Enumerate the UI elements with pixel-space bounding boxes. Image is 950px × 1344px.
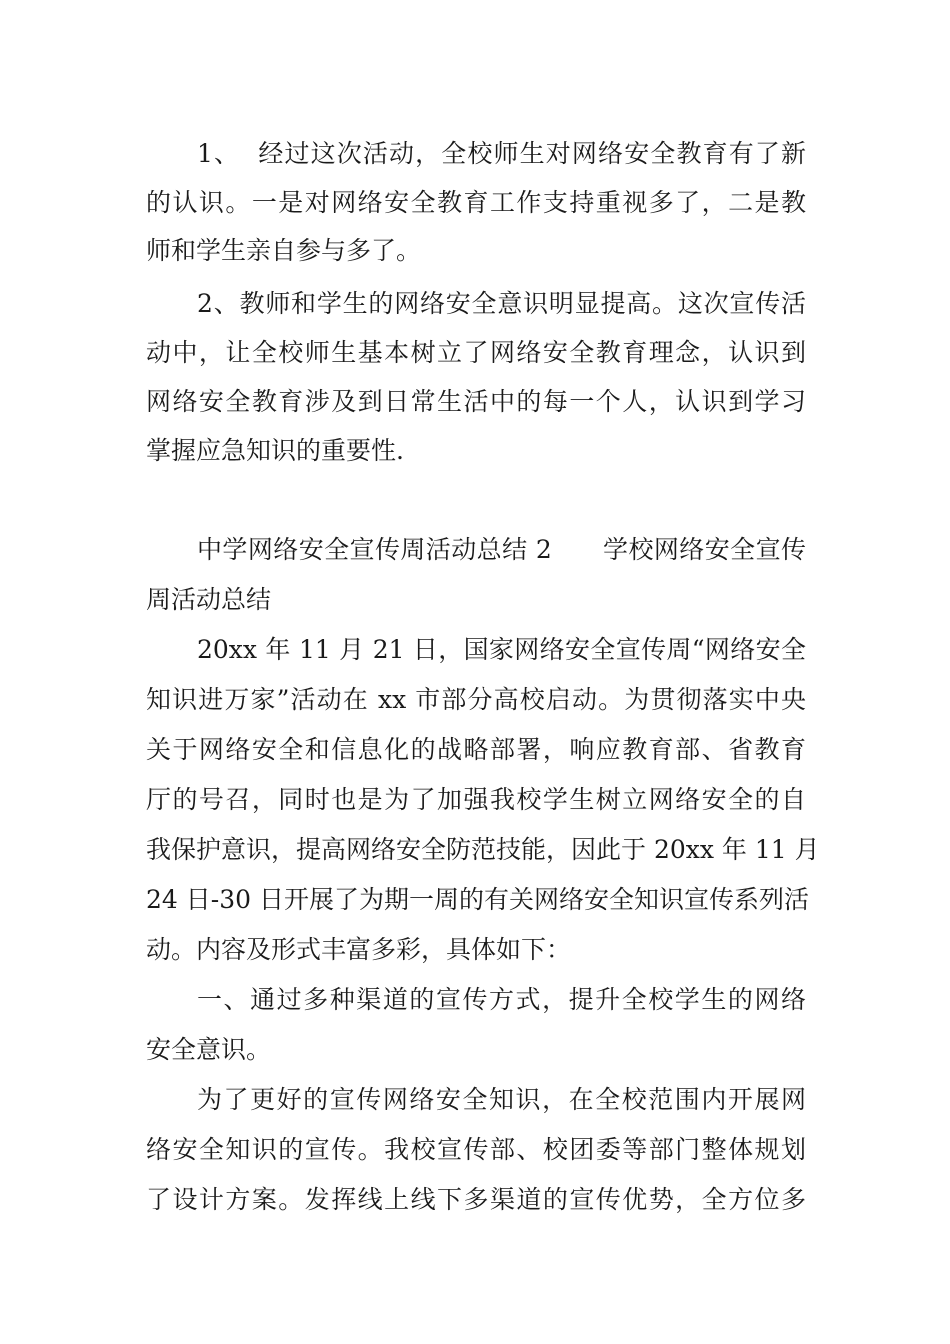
text-line: 我保护意识，提高网络安全防范技能，因此于 20xx 年 11 月 — [146, 835, 820, 864]
text-line: 师和学生亲自参与多了。 — [146, 236, 422, 265]
section-heading: 周活动总结 — [146, 585, 272, 614]
text-line: 20xx 年 11 月 21 日，国家网络安全宣传周“网络安全 — [197, 635, 806, 664]
text-line: 动中，让全校师生基本树立了网络安全教育理念，认识到 — [146, 338, 806, 367]
text-line: 安全意识。 — [146, 1035, 272, 1064]
text-line: 厅的号召，同时也是为了加强我校学生树立网络安全的自 — [146, 785, 806, 814]
text-line: 2、教师和学生的网络安全意识明显提高。这次宣传活 — [197, 289, 806, 318]
text-line: 知识进万家”活动在 xx 市部分高校启动。为贯彻落实中央 — [146, 685, 806, 714]
text-line: 为了更好的宣传网络安全知识，在全校范围内开展网 — [197, 1085, 806, 1114]
text-line: 了设计方案。发挥线上线下多渠道的宣传优势，全方位多 — [146, 1185, 806, 1214]
section-heading: 中学网络安全宣传周活动总结 2 学校网络安全宣传 — [197, 535, 806, 564]
text-line: 24 日-30 日开展了为期一周的有关网络安全知识宣传系列活 — [146, 885, 809, 914]
text-line: 1、 经过这次活动，全校师生对网络安全教育有了新 — [197, 139, 806, 168]
text-line: 动。内容及形式丰富多彩，具体如下： — [146, 935, 572, 964]
text-line: 关于网络安全和信息化的战略部署，响应教育部、省教育 — [146, 735, 806, 764]
text-line: 络安全知识的宣传。我校宣传部、校团委等部门整体规划 — [146, 1135, 806, 1164]
text-line: 的认识。一是对网络安全教育工作支持重视多了，二是教 — [146, 188, 806, 217]
text-line: 掌握应急知识的重要性. — [146, 436, 404, 465]
text-line: 网络安全教育涉及到日常生活中的每一个人，认识到学习 — [146, 387, 806, 416]
text-line: 一、通过多种渠道的宣传方式，提升全校学生的网络 — [197, 985, 806, 1014]
